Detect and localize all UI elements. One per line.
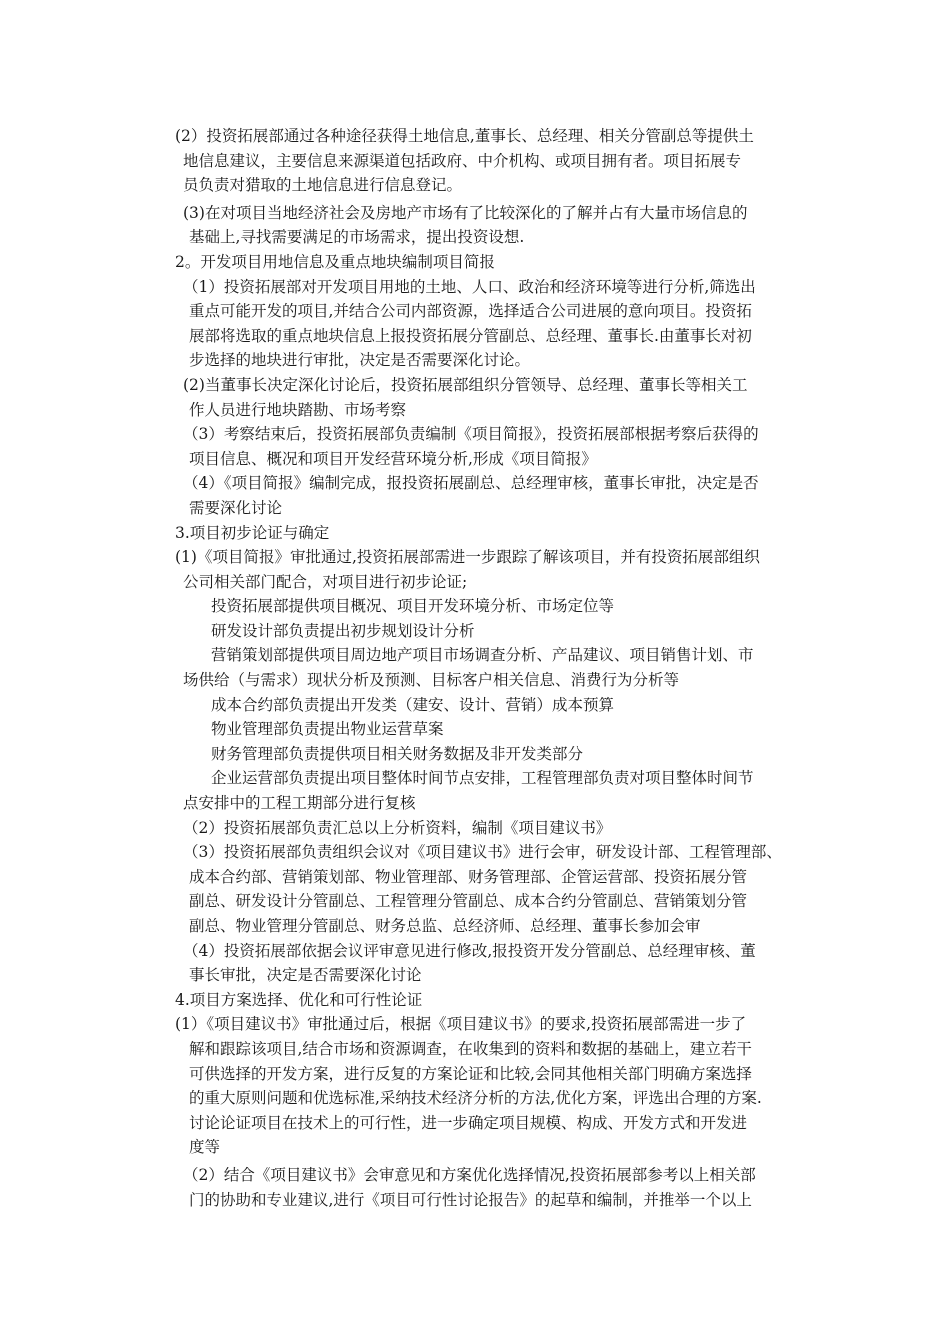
text-line: 企业运营部负责提出项目整体时间节点安排，工程管理部负责对项目整体时间节: [211, 769, 754, 788]
text-line: 物业管理部负责提出物业运营草案: [211, 720, 444, 739]
text-line: 可供选择的开发方案，进行反复的方案论证和比较,会同其他相关部门明确方案选择: [189, 1064, 752, 1083]
text-line: 财务管理部负责提供项目相关财务数据及非开发类部分: [211, 744, 584, 763]
text-line: (1)《项目简报》审批通过,投资拓展部需进一步跟踪了解该项目，并有投资拓展部组织: [175, 548, 760, 567]
text-line: 场供给（与需求）现状分析及预测、目标客户相关信息、消费行为分析等: [183, 671, 680, 690]
text-line: 副总、研发设计分管副总、工程管理分管副总、成本合约分管副总、营销策划分管: [189, 892, 748, 911]
text-line: 成本合约部、营销策划部、物业管理部、财务管理部、企管运营部、投资拓展分管: [189, 867, 748, 886]
text-line: (2）投资拓展部通过各种途径获得土地信息,董事长、总经理、相关分管副总等提供土: [175, 127, 754, 145]
text-line: （3）投资拓展部负责组织会议对《项目建议书》进行会审，研发设计部、工程管理部、: [183, 843, 782, 862]
text-line: 点安排中的工程工期部分进行复核: [183, 794, 416, 813]
text-line: 副总、物业管理分管副总、财务总监、总经济师、总经理、董事长参加会审: [189, 917, 701, 935]
text-line: 投资拓展部提供项目概况、项目开发环境分析、市场定位等: [211, 597, 615, 616]
section-heading: 2。开发项目用地信息及重点地块编制项目简报: [175, 252, 495, 271]
text-line: （4）投资拓展部依据会议评审意见进行修改,报投资开发分管副总、总经理审核、董: [183, 941, 756, 960]
text-line: （2）投资拓展部负责汇总以上分析资料，编制《项目建议书》: [183, 818, 612, 837]
text-line: 营销策划部提供项目周边地产项目市场调查分析、产品建议、项目销售计划、市: [211, 646, 754, 665]
text-line: 的重大原则问题和优选标准,采纳技术经济分析的方法,优化方案，评选出合理的方案.: [189, 1089, 762, 1108]
text-line: 研发设计部负责提出初步规划设计分析: [211, 621, 475, 640]
text-line: （3）考察结束后，投资拓展部负责编制《项目简报》，投资拓展部根据考察后获得的: [183, 425, 759, 444]
text-line: （2）结合《项目建议书》会审意见和方案优化选择情况,投资拓展部参考以上相关部: [183, 1165, 756, 1184]
text-line: 重点可能开发的项目,并结合公司内部资源，选择适合公司进展的意向项目。投资拓: [189, 302, 752, 321]
text-line: 公司相关部门配合，对项目进行初步论证;: [183, 572, 468, 591]
text-line: 解和跟踪该项目,结合市场和资源调查，在收集到的资料和数据的基础上，建立若干: [189, 1039, 752, 1058]
section-heading: 3.项目初步论证与确定: [175, 523, 330, 542]
text-line: 门的协助和专业建议,进行《项目可行性讨论报告》的起草和编制，并推举一个以上: [189, 1190, 752, 1209]
text-line: 地信息建议，主要信息来源渠道包括政府、中介机构、或项目拥有者。项目拓展专: [183, 151, 742, 170]
text-line: 员负责对猎取的土地信息进行信息登记。: [183, 176, 463, 195]
text-line: 步选择的地块进行审批，决定是否需要深化讨论。: [189, 351, 531, 370]
text-line: （4）《项目简报》编制完成，报投资拓展副总、总经理审核，董事长审批，决定是否: [183, 474, 759, 493]
text-line: 需要深化讨论: [189, 498, 283, 517]
text-line: 讨论论证项目在技术上的可行性，进一步确定项目规模、构成、开发方式和开发进: [189, 1113, 748, 1132]
text-line: (3)在对项目当地经济社会及房地产市场有了比较深化的了解并占有大量市场信息的: [183, 203, 748, 222]
text-line: （1）投资拓展部对开发项目用地的土地、人口、政治和经济环境等进行分析,筛选出: [183, 277, 756, 296]
text-line: 作人员进行地块踏勘、市场考察: [189, 400, 407, 419]
text-line: (1）《项目建议书》审批通过后，根据《项目建议书》的要求,投资拓展部需进一步了: [175, 1015, 747, 1034]
section-heading: 4.项目方案选择、优化和可行性论证: [175, 990, 423, 1009]
text-line: 基础上,寻找需要满足的市场需求，提出投资设想.: [189, 228, 525, 247]
text-line: 展部将选取的重点地块信息上报投资拓展分管副总、总经理、董事长.由董事长对初: [189, 326, 752, 345]
text-line: 项目信息、概况和项目开发经营环境分析,形成《项目简报》: [189, 449, 597, 468]
text-line: 度等: [189, 1138, 221, 1157]
text-line: 成本合约部负责提出开发类（建安、设计、营销）成本预算: [211, 695, 615, 714]
text-line: (2)当董事长决定深化讨论后，投资拓展部组织分管领导、总经理、董事长等相关工: [183, 375, 748, 394]
text-line: 事长审批，决定是否需要深化讨论: [189, 966, 422, 985]
document-body: [175, 124, 835, 1212]
